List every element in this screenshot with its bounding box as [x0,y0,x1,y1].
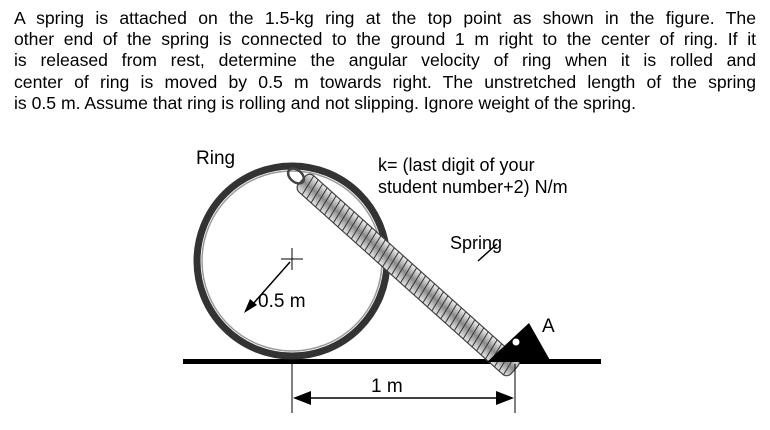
problem-line: A spring is attached on the 1.5-kg ring at the top point as shown in the figure. The [14,8,756,28]
ring-center-mark [281,248,303,270]
distance-label: 1 m [371,376,403,397]
problem-line: is released from rest, determine the angular velocity of ring when it is rolled and [14,50,756,71]
problem-line: is 0.5 m. Assume that ring is rolling and not slipping. Ignore weight of the spring. [14,92,636,113]
problem-line: other end of the spring is connected to the ground 1 m right to the center of ring. If it [14,29,756,50]
k-label-line1: k= (last digit of your [378,155,535,175]
radius-label: 0.5 m [258,291,306,312]
ring-label: Ring [196,148,236,169]
dimension-arrow-left [293,391,311,405]
k-label-line2: student number+2) N/m [378,177,568,197]
spring-label: Spring [450,233,503,253]
point-a-label: A [542,316,555,337]
dimension-arrow-right [496,391,514,405]
problem-line: center of ring is moved by 0.5 m towards right. The unstretched length of the spring [14,71,756,92]
anchor-pin [512,338,520,346]
